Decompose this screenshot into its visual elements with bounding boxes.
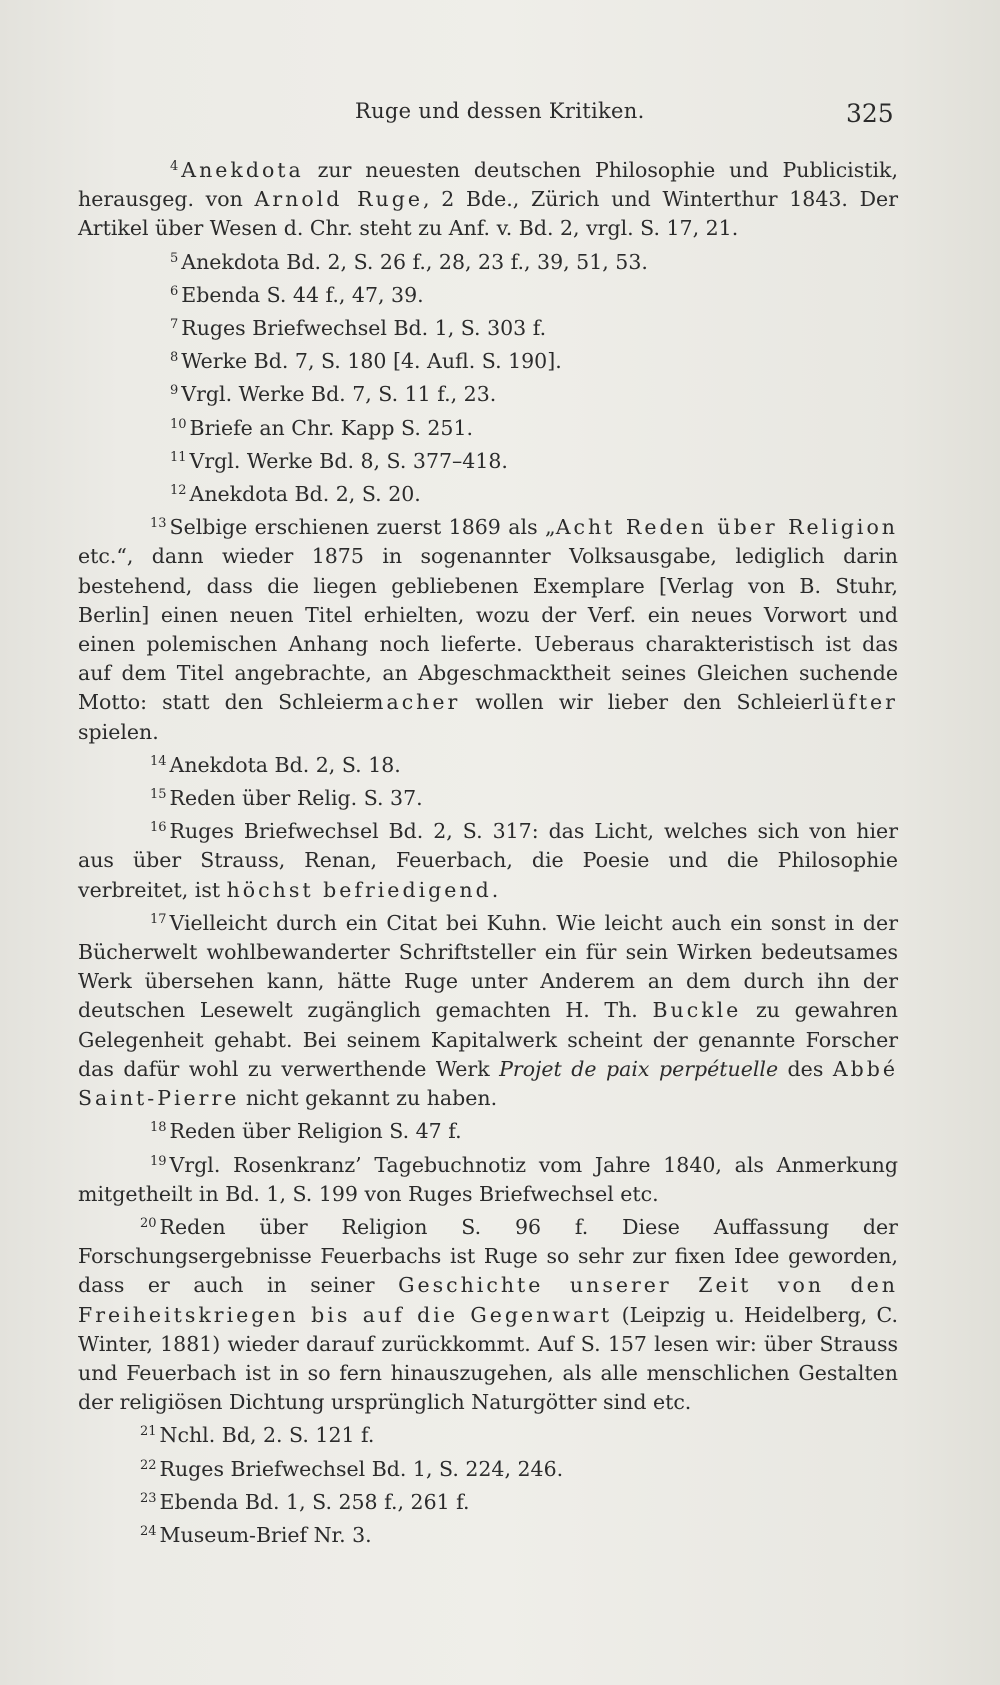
- footnote-text: Reden über Religion S. 96 f. Diese Auffassung der Forschungsergebnisse Feuerbachs ist Ruge so sehr zur fixen Idee geworden, dass er auch in seiner: [78, 1214, 898, 1298]
- footnote-number: 13: [150, 516, 167, 532]
- footnote-16: [78, 813, 898, 905]
- running-title: Ruge und dessen Kritiken.: [355, 99, 645, 123]
- footnote-text: wollen wir lieber den Schleier: [460, 690, 823, 715]
- footnote-text: Anekdota Bd. 2, S. 20.: [189, 482, 421, 507]
- footnote-text: Vielleicht durch ein Citat bei Kuhn. Wie leicht auch ein sonst in der Bücherwelt wohlbewanderter Schriftsteller ein für sein Wirken bedeutsames Werk übersehen kann, hätte Ruge unter Anderem an dem durch ihn der deutschen Lesewelt zugänglich gemachten H. Th.: [78, 910, 898, 1023]
- footnote-text: des: [778, 1056, 833, 1081]
- spaced-emphasis-text: höchst befriedigend: [226, 877, 492, 902]
- footnote-10: [78, 410, 898, 443]
- footnote-text: Anekdota Bd. 2, S. 18.: [169, 752, 401, 777]
- footnote-text: Ruges Briefwechsel Bd. 1, S. 303 f.: [181, 316, 547, 341]
- spaced-emphasis-text: Acht Reden über Religion: [555, 515, 898, 540]
- footnote-text: Vrgl. Werke Bd. 8, S. 377–418.: [189, 448, 508, 473]
- footnote-text: Ebenda Bd. 1, S. 258 f., 261 f.: [159, 1489, 470, 1514]
- spaced-emphasis-text: macher: [364, 690, 461, 715]
- footnote-number: 22: [140, 1457, 157, 1473]
- footnote-8: [78, 343, 898, 376]
- footnote-number: 20: [140, 1215, 157, 1231]
- spaced-emphasis-text: Anekdota: [181, 158, 304, 182]
- footnote-24: [78, 1517, 898, 1550]
- footnotes-list: [78, 152, 898, 1550]
- footnote-text: Briefe an Chr. Kapp S. 251.: [189, 415, 474, 440]
- footnote-number: 21: [140, 1424, 157, 1440]
- footnote-number: 5: [170, 250, 179, 266]
- footnote-number: 4: [170, 159, 179, 174]
- footnote-text: , 2 Bde., Zürich und Winterthur 1843. Der Artikel über Wesen d. Chr. steht zu Anf. v. Bd. 2, vrgl. S. 17, 21.: [78, 187, 898, 241]
- footnote-text: Werke Bd. 7, S. 180 [4. Aufl. S. 190].: [181, 349, 562, 374]
- footnote-12: [78, 476, 898, 509]
- footnote-text: Nchl. Bd, 2. S. 121 f.: [159, 1423, 375, 1448]
- footnote-6: [78, 277, 898, 310]
- footnote-number: 14: [150, 753, 167, 769]
- page-header: [0, 95, 1000, 135]
- footnote-text: Vrgl. Rosenkranz’ Tagebuchnotiz vom Jahre 1840, als Anmerkung mitgetheilt in Bd. 1, S. 199 von Ruges Briefwechsel etc.: [78, 1152, 898, 1206]
- footnote-5: [78, 244, 898, 277]
- footnote-number: 10: [170, 416, 187, 432]
- page-number: 325: [846, 99, 894, 128]
- footnote-text: Reden über Relig. S. 37.: [169, 786, 423, 811]
- footnote-9: [78, 376, 898, 409]
- footnote-11: [78, 443, 898, 476]
- footnote-text: .: [491, 877, 499, 902]
- footnote-text: Vrgl. Werke Bd. 7, S. 11 f., 23.: [181, 382, 497, 407]
- footnote-number: 7: [170, 317, 179, 333]
- spaced-emphasis-text: lüfter: [822, 690, 898, 715]
- footnote-number: 8: [170, 350, 179, 366]
- footnote-number: 16: [150, 820, 167, 836]
- footnote-text: Selbige erschienen zuerst 1869 als „: [169, 515, 556, 540]
- footnote-number: 24: [140, 1523, 157, 1539]
- footnote-18: [78, 1113, 898, 1146]
- footnote-text: Ebenda S. 44 f., 47, 39.: [181, 282, 424, 307]
- italic-title-text: Projet de paix perpétuelle: [499, 1056, 779, 1081]
- footnote-text: etc.“, dann wieder 1875 in sogenannter Volksausgabe, lediglich darin bestehend, dass die liegen gebliebenen Exemplare [Verlag von B. Stuhr, Berlin] einen neuen Titel erhielten, wozu der Verf. ein neues Vorwort und einen polemischen Anhang noch lieferte. Ueberaus charakteristisch ist das auf dem Titel angebrachte, an Abgeschmacktheit seines Gleichen suchende Motto: statt den Schleier: [78, 544, 898, 715]
- footnote-text: Reden über Religion S. 47 f.: [169, 1119, 462, 1144]
- footnote-17: [78, 905, 898, 1113]
- footnote-text: (Leipzig u. Heidelberg, C. Winter, 1881) wieder darauf zurückkommt. Auf S. 157 lesen wir: über Strauss und Feuerbach ist in so fern hinauszugehen, als alle menschlichen Gestalten der religiösen Dichtung ursprünglich Naturgötter sind etc.: [78, 1302, 899, 1415]
- footnote-number: 6: [170, 283, 179, 299]
- spaced-emphasis-text: Arnold Ruge: [254, 187, 423, 212]
- footnote-23: [78, 1484, 898, 1517]
- footnote-15: [78, 780, 898, 813]
- spaced-emphasis-text: Abbé Saint-Pierre: [78, 1056, 899, 1111]
- footnote-number: 9: [170, 383, 179, 399]
- footnote-21: [78, 1417, 898, 1450]
- footnote-number: 12: [170, 483, 187, 499]
- footnote-7: [78, 310, 898, 343]
- footnote-number: 18: [150, 1120, 167, 1136]
- footnote-20: [78, 1209, 898, 1417]
- footnote-text: zur neuesten deutschen Philosophie und Publicistik, herausgeg. von: [78, 158, 898, 212]
- footnote-number: 19: [150, 1153, 167, 1169]
- spaced-emphasis-text: Buckle: [652, 998, 742, 1023]
- footnote-number: 15: [150, 787, 167, 803]
- footnote-text: nicht gekannt zu haben.: [239, 1086, 498, 1111]
- footnote-number: 17: [150, 911, 167, 927]
- footnote-22: [78, 1451, 898, 1484]
- footnote-13: [78, 509, 898, 747]
- footnote-4: [78, 152, 898, 244]
- footnote-text: zu gewahren Gelegenheit gehabt. Bei seinem Kapitalwerk scheint der genannte Forscher das dafür wohl zu verwerthende Werk: [78, 998, 898, 1081]
- footnote-text: spielen.: [78, 719, 159, 744]
- footnote-number: 23: [140, 1490, 157, 1506]
- footnote-19: [78, 1147, 898, 1209]
- footnote-text: Museum-Brief Nr. 3.: [159, 1522, 372, 1547]
- footnote-text: Ruges Briefwechsel Bd. 2, S. 317: das Licht, welches sich von hier aus über Strauss, Renan, Feuerbach, die Poesie und die Philosophie verbreitet, ist: [78, 819, 898, 902]
- footnote-number: 11: [170, 449, 187, 465]
- spaced-emphasis-text: Geschichte unserer Zeit von den Freiheitskriegen bis auf die Gegenwart: [78, 1273, 899, 1327]
- footnote-14: [78, 747, 898, 780]
- footnote-text: Anekdota Bd. 2, S. 26 f., 28, 23 f., 39, 51, 53.: [181, 249, 648, 274]
- footnote-text: Ruges Briefwechsel Bd. 1, S. 224, 246.: [159, 1456, 564, 1481]
